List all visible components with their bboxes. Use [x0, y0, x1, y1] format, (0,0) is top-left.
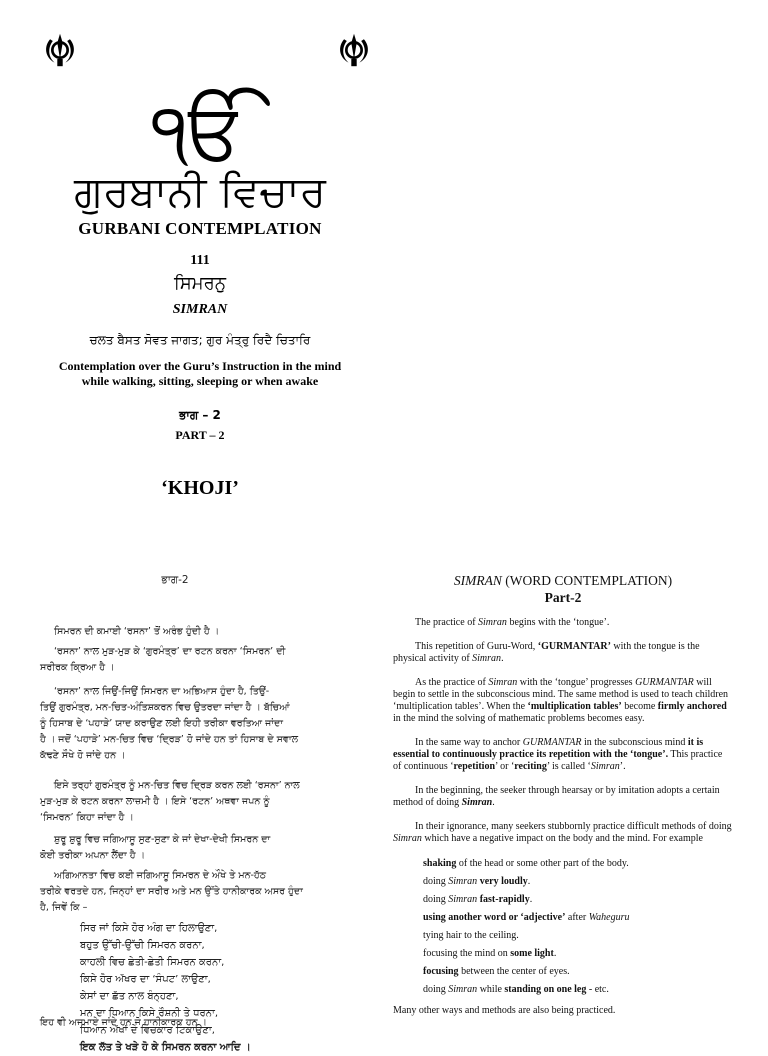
punjabi-column	[40, 568, 340, 1053]
english-method-list	[423, 855, 733, 999]
contemplation-line-1: Contemplation over the Guru’s Instruction in the mind	[58, 359, 342, 373]
text-span: .	[553, 948, 557, 959]
text-span: .	[529, 894, 533, 905]
punjabi-paragraph-1	[40, 624, 310, 640]
text-span: will begin to settle in the subconscious mind. The same method is used to teach children ‘multiplication tables’. When the	[393, 677, 729, 712]
text-span: focusing	[423, 966, 459, 977]
list-item	[423, 963, 733, 981]
ek-onkar-symbol: ੴ	[151, 87, 249, 177]
text-span: .	[501, 653, 504, 664]
verse-line: ਕਿਸੇ ਹੋਰ ਅੱਖਰ ਦਾ ‘ਸੰਪਟ’ ਲਾਉਣਾ,	[80, 974, 211, 985]
text-span: doing	[423, 894, 449, 905]
text-span: shaking	[423, 858, 457, 869]
part-punjabi: ਭਾਗ – 2	[179, 408, 221, 422]
subject-english: SIMRAN	[172, 302, 228, 317]
text-span: As the practice of	[415, 677, 489, 688]
text-span: using another word or ‘adjective’	[423, 912, 566, 923]
text-span: In the beginning, the seeker through hearsay or by imitation adopts a certain method of doing	[393, 785, 720, 808]
text-span: it is essential to continuously practice its repetition with the ‘tongue’.	[393, 737, 704, 760]
text-span: This practice of continuous ‘	[393, 749, 723, 772]
text-span: doing	[423, 876, 449, 887]
text-span: - etc.	[586, 984, 609, 995]
text-span: which have a negative impact on the body and the mind. For example	[421, 833, 703, 844]
list-item	[423, 981, 733, 999]
text-span: Simran	[590, 761, 620, 772]
text-span: fast-rapidly	[477, 894, 530, 905]
khanda-icon-right	[336, 32, 372, 68]
verse-line: ਸਿਰ ਜਾਂ ਕਿਸੇ ਹੋਰ ਅੰਗ ਦਾ ਹਿਲਾਉਣਾ,	[80, 923, 218, 934]
english-paragraph-4	[393, 737, 733, 773]
text-span: ’.	[619, 761, 626, 772]
text-span: with the tongue is the physical activity of	[393, 641, 700, 664]
text-span: Simran	[448, 894, 478, 905]
punjabi-line: ਹੈ । ਜਦੋਂ ‘ਪਹਾੜੇ’ ਮਨ-ਚਿਤ ਵਿਚ ‘ਦ੍ਰਿੜ’ ਹੋ ਜਾਂਦੇ ਹਨ ਤਾਂ ਹਿਸਾਬ ਦੇ ਸਵਾਲ	[40, 734, 299, 745]
punjabi-line: ਤਿਉਂ ਗੁਰਮੰਤ੍ਰ, ਮਨ-ਚਿਤ-ਅੰਤਿਸ਼ਕਰਨ ਵਿਚ ਉਤਰਦਾ ਜਾਂਦਾ ਹੈ । ਬੱਚਿਆਂ	[40, 702, 290, 713]
subject-punjabi: ਸਿਮਰਨੁ	[173, 273, 227, 294]
english-paragraph-1	[393, 617, 733, 629]
punjabi-line: ਕੱਢਣੇ ਸੌਖੇ ਹੋ ਜਾਂਦੇ ਹਨ ।	[40, 750, 126, 761]
text-span: .	[492, 797, 495, 808]
text-span: Simran	[478, 617, 507, 628]
punjabi-line: ਕੋਈ ਤਰੀਕਾ ਅਪਨਾ ਲੈਂਦਾ ਹੈ ।	[40, 850, 146, 861]
text-span: ‘multiplication tables’	[527, 701, 622, 712]
khanda-icon-left	[42, 32, 78, 68]
list-item	[423, 855, 733, 873]
text-span: GURMANTAR	[522, 737, 582, 748]
text-span: GURMANTAR	[635, 677, 694, 688]
punjabi-line: ਮੁੜ-ਮੁੜ ਕੇ ਰਟਨ ਕਰਨਾ ਲਾਜ਼ਮੀ ਹੈ । ਇਸੇ ‘ਰਟਨ’ ਅਥਵਾ ਜਪਨ ਨੂੰ	[40, 796, 270, 807]
verse-line: ਬਹੁਤ ਉੱਚੀ-ਉੱਚੀ ਸਿਮਰਨ ਕਰਨਾ,	[80, 940, 205, 951]
english-paragraph-3	[393, 677, 733, 725]
text-span: Simran	[448, 984, 478, 995]
punjabi-line: ‘ਸਿਮਰਨ’ ਕਿਹਾ ਜਾਂਦਾ ਹੈ ।	[40, 812, 134, 823]
punjabi-line: ਅਗਿਆਨਤਾ ਵਿਚ ਕਈ ਜਗਿਆਸੂ ਸਿਮਰਨ ਦੇ ਔਖੇ ਤੇ ਮਨ-ਹੱਠ	[54, 870, 267, 881]
punjabi-line: ਨੂੰ ਹਿਸਾਬ ਦੇ ‘ਪਹਾੜੇ’ ਯਾਦ ਕਰਾਉਣ ਲਈ ਇਹੀ ਤਰੀਕਾ ਵਰਤਿਆ ਜਾਂਦਾ	[40, 718, 283, 729]
text-span: .	[527, 876, 531, 887]
punjabi-line: ਇਸੇ ਤਰ੍ਹਾਂ ਗੁਰਮੰਤ੍ਰ ਨੂੰ ਮਨ-ਚਿਤ ਵਿਚ ਦ੍ਰਿੜ ਕਰਨ ਲਈ ‘ਰਸਨਾ’ ਨਾਲ	[54, 780, 300, 791]
punjabi-line: ‘ਰਸਨਾ’ ਨਾਲ ਮੁੜ-ਮੁੜ ਕੇ ‘ਗੁਰਮੰਤ੍ਰ’ ਦਾ ਰਟਨ ਕਰਨਾ ‘ਸਿਮਰਨ’ ਦੀ	[54, 646, 286, 657]
verse-line: ਕਾਹਲੀ ਵਿਚ ਛੇਤੀ-ਛੇਤੀ ਸਿਮਰਨ ਕਰਨਾ,	[80, 957, 225, 968]
punjabi-paragraph-4	[40, 778, 310, 826]
english-section-title	[393, 572, 733, 589]
text-span: Simran	[488, 677, 518, 688]
text-span: ’ or ‘	[495, 761, 515, 772]
text-span: In their ignorance, many seekers stubbornly practice difficult methods of doing	[415, 821, 732, 832]
text-span: in the mind the solving of mathematic problems becomes easy.	[393, 713, 645, 724]
title-rest: (WORD CONTEMPLATION)	[501, 573, 673, 588]
text-span: of the head or some other part of the body.	[456, 858, 629, 869]
text-span: ‘GURMANTAR’	[537, 641, 611, 652]
punjabi-method-list	[80, 920, 360, 1056]
verse-line: ਇਕ ਲੱਤ ਤੇ ਖੜੇ ਹੋ ਕੇ ਸਿਮਰਨ ਕਰਨਾ ਆਦਿ ।	[80, 1042, 251, 1053]
punjabi-line: ਸ਼ੁਰੂ ਸ਼ੁਰੂ ਵਿਚ ਜਗਿਆਸੂ ਸੁਣ-ਸੁਣਾ ਕੇ ਜਾਂ ਦੇਖਾ-ਦੇਖੀ ਸਿਮਰਨ ਦਾ	[54, 834, 271, 845]
punjabi-paragraph-5	[40, 832, 310, 864]
english-closing-line: Many other ways and methods are also being practiced.	[393, 1005, 616, 1016]
punjabi-last-line: ਇਹ ਵੀ ਅਜਮਾਏ ਜਾਂਦੇ ਹਨ ਜੋ ਹਾਨੀਕਾਰਕ ਹਨ ।	[40, 1017, 207, 1028]
title-italic: SIMRAN	[453, 573, 502, 588]
english-part-heading: Part-2	[544, 590, 582, 605]
verse-line: ਮਨ ਦਾ ਧਿਆਨ ਕਿਸੇ ਰੌਸ਼ਨੀ ਤੇ ਧਰਨਾ,	[80, 1008, 219, 1019]
verse-line: ਕੇਸਾਂ ਦਾ ਛੱਤ ਨਾਲ ਬੰਨ੍ਹਣਾ,	[80, 991, 179, 1002]
text-span: begins with the ‘tongue’.	[506, 617, 610, 628]
punjabi-line: ਸਰੀਰਕ ਕ੍ਰਿਆ ਹੈ ।	[40, 662, 115, 673]
part-english: PART – 2	[175, 428, 225, 442]
punjabi-part-heading: ਭਾਗ-2	[161, 574, 189, 586]
list-item	[423, 909, 733, 927]
text-span: ’ is called ‘	[546, 761, 591, 772]
text-span: firmly anchored	[657, 701, 727, 712]
text-span: reciting	[514, 761, 547, 772]
text-span: Simran	[472, 653, 502, 664]
list-item: tying hair to the ceiling.	[423, 930, 519, 941]
english-paragraph-2	[393, 641, 733, 665]
text-span: This repetition of Guru-Word,	[415, 641, 538, 652]
list-item	[423, 891, 733, 909]
english-paragraph-6	[393, 821, 733, 845]
text-span: focusing the mind on	[423, 948, 511, 959]
text-span: while	[477, 984, 505, 995]
issue-number: 111	[190, 253, 210, 268]
text-span: with the ‘tongue’ progresses	[517, 677, 636, 688]
text-span: after	[565, 912, 589, 923]
text-span: in the subconscious mind	[581, 737, 688, 748]
text-span: very loudly	[477, 876, 528, 887]
text-span: Simran	[461, 797, 493, 808]
text-span: In the same way to anchor	[415, 737, 523, 748]
verse-punjabi: ਚਲਤ ਬੈਸਤ ਸੋਵਤ ਜਾਗਤ; ਗੁਰ ਮੰਤ੍ਰੁ ਰਿਦੈ ਚਿਤਾਰਿ	[89, 333, 311, 347]
punjabi-paragraph-2	[40, 644, 310, 676]
list-item	[423, 873, 733, 891]
text-span: become	[621, 701, 658, 712]
text-span: some light	[510, 948, 554, 959]
contemplation-subtitle	[0, 359, 400, 389]
list-item	[423, 945, 733, 963]
text-span: between the center of eyes.	[458, 966, 570, 977]
title-punjabi: ਗੁਰਬਾਨੀ ਵਿਚਾਰ	[74, 167, 326, 216]
english-paragraph-5	[393, 785, 733, 809]
punjabi-line: ‘ਰਸਨਾ’ ਨਾਲ ਜਿਉਂ-ਜਿਉਂ ਸਿਮਰਨ ਦਾ ਅਭਿਆਸ ਹੁੰਦਾ ਹੈ, ਤਿਉਂ-	[54, 686, 270, 697]
text-span: Waheguru	[588, 912, 630, 923]
english-column	[393, 572, 733, 1029]
verse-line: ਧਿਆਨ ਅੱਖਾਂ ਦੇ ਵਿਚਕਾਰ ਟਿਕਾਉਣਾ,	[80, 1025, 215, 1036]
text-span: standing on one leg	[504, 984, 587, 995]
text-span: repetition	[453, 761, 496, 772]
contemplation-line-2: while walking, sitting, sleeping or when awake	[81, 374, 319, 388]
text-span: Simran	[393, 833, 422, 844]
punjabi-line: ਹੈ, ਜਿਵੇਂ ਕਿ –	[40, 902, 88, 913]
text-span: doing	[423, 984, 449, 995]
punjabi-paragraph-3	[40, 684, 310, 764]
text-span: The practice of	[415, 617, 479, 628]
text-span: Simran	[448, 876, 478, 887]
punjabi-line: ਤਰੀਕੇ ਵਰਤਦੇ ਹਨ, ਜਿਨ੍ਹਾਂ ਦਾ ਸਰੀਰ ਅਤੇ ਮਨ ਉੱਤੇ ਹਾਨੀਕਾਰਕ ਅਸਰ ਹੁੰਦਾ	[40, 886, 303, 897]
punjabi-paragraph-6	[40, 868, 310, 916]
title-english: GURBANI CONTEMPLATION	[78, 219, 322, 238]
punjabi-line: ਸਿਮਰਨ ਦੀ ਕਮਾਈ ‘ਰਸਨਾ’ ਤੋਂ ਅਰੰਭ ਹੁੰਦੀ ਹੈ ।	[54, 626, 220, 637]
author-name: ‘KHOJI’	[161, 477, 239, 499]
